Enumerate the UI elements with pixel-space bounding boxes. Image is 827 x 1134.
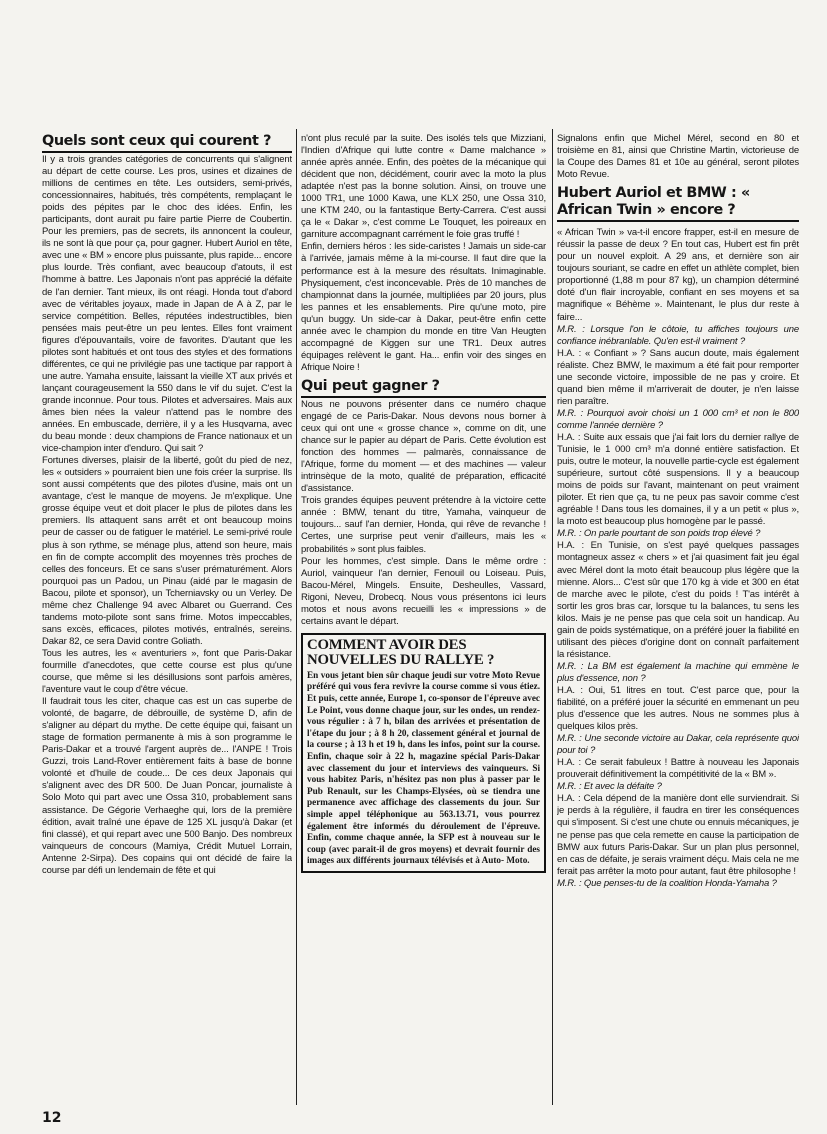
interview-answer: H.A. : En Tunisie, on s'est payé quelques passages montagneux assez « chers » et j'ai quasiment fait jeu égal avec Mérel dont la moto était beaucoup plus légère que la mienne. Alors... C'est sûr que 170 kg à vide et 300 en état de marche avec le pilote, c'est du poids ! T'as intérêt à sortir les gros bras car, lorsque tu la balances, tu sens les kilos. Mais je ne pense pas que cela soit un handicap. Au gain de poids systématique, on a préféré jouer la fiabilité en utilisant des pièces d'origine dont on connaît parfaitement la résistance. [557,540,799,660]
section-heading: Hubert Auriol et BMW : « African Twin » encore ? [557,185,799,222]
body-paragraph: Il y a trois grandes catégories de concurrents qui s'alignent au départ de cette course. Les pros, usines et dizaines de millions de centimes en tête. Les outsiders, semi-privés, concessionnaires, habitués, très compétents, remplaçant le poids des pépites par le choc des idées. Enfin, les participants, dont aurait pu faire partie Pierre de Coubertin. Pour les premiers, pas de secrets, ils annoncent la couleur, ils ne sont là que pour ça, pour gagner. Hubert Auriol en tête, avec une « BM » encore plus puissante, plus rapide... encore plus lourde. Très confiant, avec beaucoup d'atouts, il est l'homme à battre. Les Japonais n'ont pas apprécié la défaite de l'an dernier. Tant mieux, ils ont réagi. Honda tout d'abord avec de véritables joyaux, made in Japan de A à Z, par le service compétition. Belles, réputées indestructibles, bien pensées mais peut-être un peu lentes. Elles font vraiment figures d'épouvantails, voire de favorites. D'autant que les pilotes sont habitués et ont tous des styles et des formations différentes, ce qui ne privilégie pas une tactique par rapport à une autre. Yamaha ensuite, laissant la vieille XT aux privés et lançant courageusement la 550 dans le vif du sujet. C'est la grande inconnue. Pour tous. Pilotes et adversaires. Mais aux âmes bien nées la valeur n'attend pas le nombre des années. En embuscade, derrière, il y a les Husqvarna, avec du beau monde : deux champions de France nationaux et un vice-champion inter d'enduro. Qui sait ? [42,154,292,455]
interview-answer: H.A. : Suite aux essais que j'ai fait lors du dernier rallye de Tunisie, le 1 000 cm³ m'a donné entière satisfaction. Et puis, outre le moteur, la nouvelle partie-cycle est également supérieure, surtout côté suspensions. Il y a beaucoup moins de poids sur l'avant, maintenant on peut vraiment piloter. Et rien que ça, tu ne peux pas savoir comme c'est agréable ! Dans tous les domaines, il y a un petit « plus », la moto est beaucoup plus homogène par le passé. [557,431,799,528]
body-paragraph: Pour les hommes, c'est simple. Dans le même ordre : Auriol, vainqueur l'an dernier, Fenouil ou Loiseau. Puis, Bacou-Mérel, Mingels. Ensuite, Desheulles, Vassard, Rigoni, Neveu, Drobecq. Nous vous présentons ici leurs motos et nous avons recueilli les « impressions » de certains avant le départ. [301,555,546,627]
section-heading: Quels sont ceux qui courent ? [42,133,292,153]
body-paragraph: Il faudrait tous les citer, chaque cas est un cas superbe de volonté, de bagarre, de débrouille, de système D, afin de s'aligner au départ du mythe. De cette équipe qui, faisant un stage de formation permanente à mis à son programme le Paris-Dakar et a trouvé l'argent auprès de... l'ANPE ! Trois Guzzi, trois Land-Rover entièrement faits à base de bonne volonté et d'huile de coude... De ces deux Japonais qui s'alignent avec des DR 500. De Juan Poncar, journaliste à Solo Moto qui part avec une Ossa 310, probablement sans assistance. De Gégorie Verhaeghe qui, lors de la première édition, avait traîné une épave de 125 XL jusqu'à Dakar (et fini classé), et qui repart avec une 500 Banjo. Des nombreux vainqueurs de concours (Mamiya, Crédit Mutuel Lorrain, Antenne 2-Sirpa). Des copains qui ont décidé de faire la course par défi un lendemain de fête et qui [42,696,292,876]
interview-question: M.R. : Lorsque l'on le côtoie, tu affiches toujours une confiance inébranlable. Qu'en est-il vraiment ? [557,323,799,347]
column-divider [552,129,553,1105]
body-paragraph: Tous les autres, les « aventuriers », font que Paris-Dakar fourmille d'anecdotes, que cette course est plus qu'une course, que même si les désillusions sont parfois amères, l'aventure vaut le coup d'être vécue. [42,647,292,696]
info-box-body: En vous jetant bien sûr chaque jeudi sur votre Moto Revue préféré qui vous fera revivre la course comme si vous étiez. Et puis, cette année, Europe 1, co-sponsor de l'épreuve avec Le Point, vous donne chaque jour, sur les ondes, un rendez-vous régulier : à 7 h, bilan des arrivées et présentation de l'étape du jour ; à 8 h 20, classement général et journal de la course ; à 13 h et 19 h, dans les infos, point sur la course. Enfin, chaque soir à 22 h, magazine spécial Paris-Dakar avec classement du jour et interviews des vainqueurs. Si vous habitez Paris, n'hésitez pas non plus à passer par le Pub Renault, sur les Champs-Elysées, où se tiendra une permanence avec affichage des classements du jour. Sur simple appel téléphonique au 563.13.71, vous pourrez également être informés du déroulement de l'épreuve. Enfin, comme chaque année, la SFP est à nouveau sur le coup (avec parait-il de gros moyens) et devrait fournir des images aux différents journaux télévisés et à Auto- Moto. [307,669,540,866]
body-paragraph: Nous ne pouvons présenter dans ce numéro chaque engagé de ce Paris-Dakar. Nous devons nous borner à ceux qui ont une « grosse chance », comme on dit, une chance sur le papier au départ de Paris. Cette évolution est fonction des hommes — palmarès, connaissance de l'Afrique, forme du moment — et des machines — valeur intrinsèque de la moto, qualité de préparation, efficacité d'assistance. [301,398,546,495]
interview-answer: H.A. : « Confiant » ? Sans aucun doute, mais également réaliste. Chez BMW, le maximum a été fait pour remporter une seconde victoire, impossible de ne pas y croire. Et quand bien même il m'arriverait de douter, je n'en laisse rien paraître. [557,347,799,407]
interview-answer: H.A. : Cela dépend de la manière dont elle surviendrait. Si je perds à la régulière, il faudra en tirer les conséquences qui s'imposent. Si c'est une chute ou ennuis mécaniques, je ne pense pas que cela remette en cause la participation de BMW aux futurs Paris-Dakar. Sur un plan plus personnel, en cas de défaite, je serais vraiment déçu. Mais cela ne me ferait pas arrêter la moto pour autant, faut être philosophe ! [557,793,799,877]
lead-paragraph: « African Twin » va-t-il encore frapper, est-il en mesure de réussir la passe de deux ? En tout cas, Hubert est fin prêt pour un nouvel exploit. A 29 ans, et dernière son air toujours souriant, se cadre en effet un athlète complet, bien proportionné (1,88 m pour 87 kg), un champion déterminé doté d'un flair incroyable, confiant en ses moyens et sa magnifique « Béhème ». Maintenant, le plus dur reste à faire... [557,227,799,323]
interview-question: M.R. : Et avec la défaite ? [557,781,662,793]
interview-question: M.R. : On parle pourtant de son poids trop élevé ? [557,528,761,540]
body-paragraph: Trois grandes équipes peuvent prétendre à la victoire cette année : BMW, tenant du titre, Yamaha, vainqueur de toujours... sauf l'an dernier, Honda, qui rêve de revanche ! Certes, une surprise peut venir d'ailleurs, mais les « probabilités » sont plus faibles. [301,495,546,555]
info-box-title: COMMENT AVOIR DES NOUVELLES DU RALLYE ? [307,636,495,668]
interview-answer: H.A. : Ce serait fabuleux ! Battre à nouveau les Japonais prouverait définitivement la compétitivité de la « BM ». [557,757,799,781]
body-paragraph: Enfin, derniers héros : les side-caristes ! Jamais un side-car à l'arrivée, jamais même à la mi-course. Il faut dire que la performance est à la mesure des résultats. Inimaginable. Physiquement, c'est inconcevable. Près de 10 manches de championnat dans la journée, multipliées par 20 jours, plus les pannes et les ensablements. Pire qu'une moto, pire qu'un buggy. Un side-car à Dakar, peut-être enfin cette année avec le champion du monde en titre Van Heugten accompagné de Kiggen sur une TR1. Deux autres équipages relèvent le gant. Ha... enfin voir des singes en Afrique Noire ! [301,241,546,373]
page-number: 12 [42,1110,62,1126]
article-column-1 [42,133,292,1105]
article-column-3 [557,133,799,1105]
interview-question: M.R. : Pourquoi avoir choisi un 1 000 cm³ et non le 800 comme l'année dernière ? [557,407,799,431]
info-box [301,633,546,873]
interview-answer: H.A. : Oui, 51 litres en tout. C'est parce que, pour la fiabilité, on a préféré jouer la sécurité en emmenant un peu plus d'essence que les autres. Nous ne sommes plus à quelques kilos près. [557,684,799,733]
body-paragraph: Signalons enfin que Michel Mérel, second en 80 et troisième en 81, ainsi que Christine Martin, victorieuse de la Coupe des Dames 81 et 10e au général, seront pilotes Moto Revue. [557,133,799,181]
column-divider [296,129,297,1105]
section-heading: Qui peut gagner ? [301,378,546,398]
article-column-2 [301,133,546,1105]
body-paragraph: Fortunes diverses, plaisir de la liberté, goût du pied de nez, les « outsiders » pourraient bien une fois créer la surprise. Ils sont aussi compétents que des pilotes d'usine, mais ont un avantage, c'est le manque de moyens. Je m'explique. Une grosse équipe veut et doit placer le plus de pilotes dans les premiers. Ils attaquent sans arrêt et ont beaucoup moins peur de casser ou de fatiguer le matériel. Le semi-privé roule plus à son rythme, se ménage plus, attend son heure, mais en fin de compte accomplit des moyennes très proches de celles des fonceurs. Et ce sans s'user prématurément. Alors pourquoi pas un Padou, un Pinau (aidé par le magasin de Bacou, pilote et sponsor), un Tcherniavsky ou un Verley. De même chez Challenge 94 avec Albaret ou Guerrand. Ces tandems moto-pilote sont sans frime. Motos impeccables, sans excès, efficaces, pilotes motivés, entraînés, sereins. Dakar 82, ce sera David contre Goliath. [42,455,292,647]
interview-question: M.R. : Que penses-tu de la coalition Honda-Yamaha ? [557,877,777,889]
interview-question: M.R. : Une seconde victoire au Dakar, cela représente quoi pour toi ? [557,733,799,757]
interview-qa [557,324,799,890]
interview-question: M.R. : La BM est également la machine qui emmène le plus d'essence, non ? [557,660,799,684]
body-paragraph: n'ont plus reculé par la suite. Des isolés tels que Mizziani, l'Indien d'Afrique qui lutte contre « Dame malchance » année après année. Enfin, des poètes de la mécanique qui décident que non, décidément, courir avec la moto la plus adaptée n'est pas la bonne solution. Ainsi, on trouve une 1000 TR1, une 1000 Kawa, une KLX 250, une Ossa 310, une KTM 240, ou la fantastique Berty-Carrera. C'est aussi ça le « Dakar », c'est comme Le Touquet, les poireaux en garniture accompagnant carrément le foie gras truffé ! [301,133,546,241]
